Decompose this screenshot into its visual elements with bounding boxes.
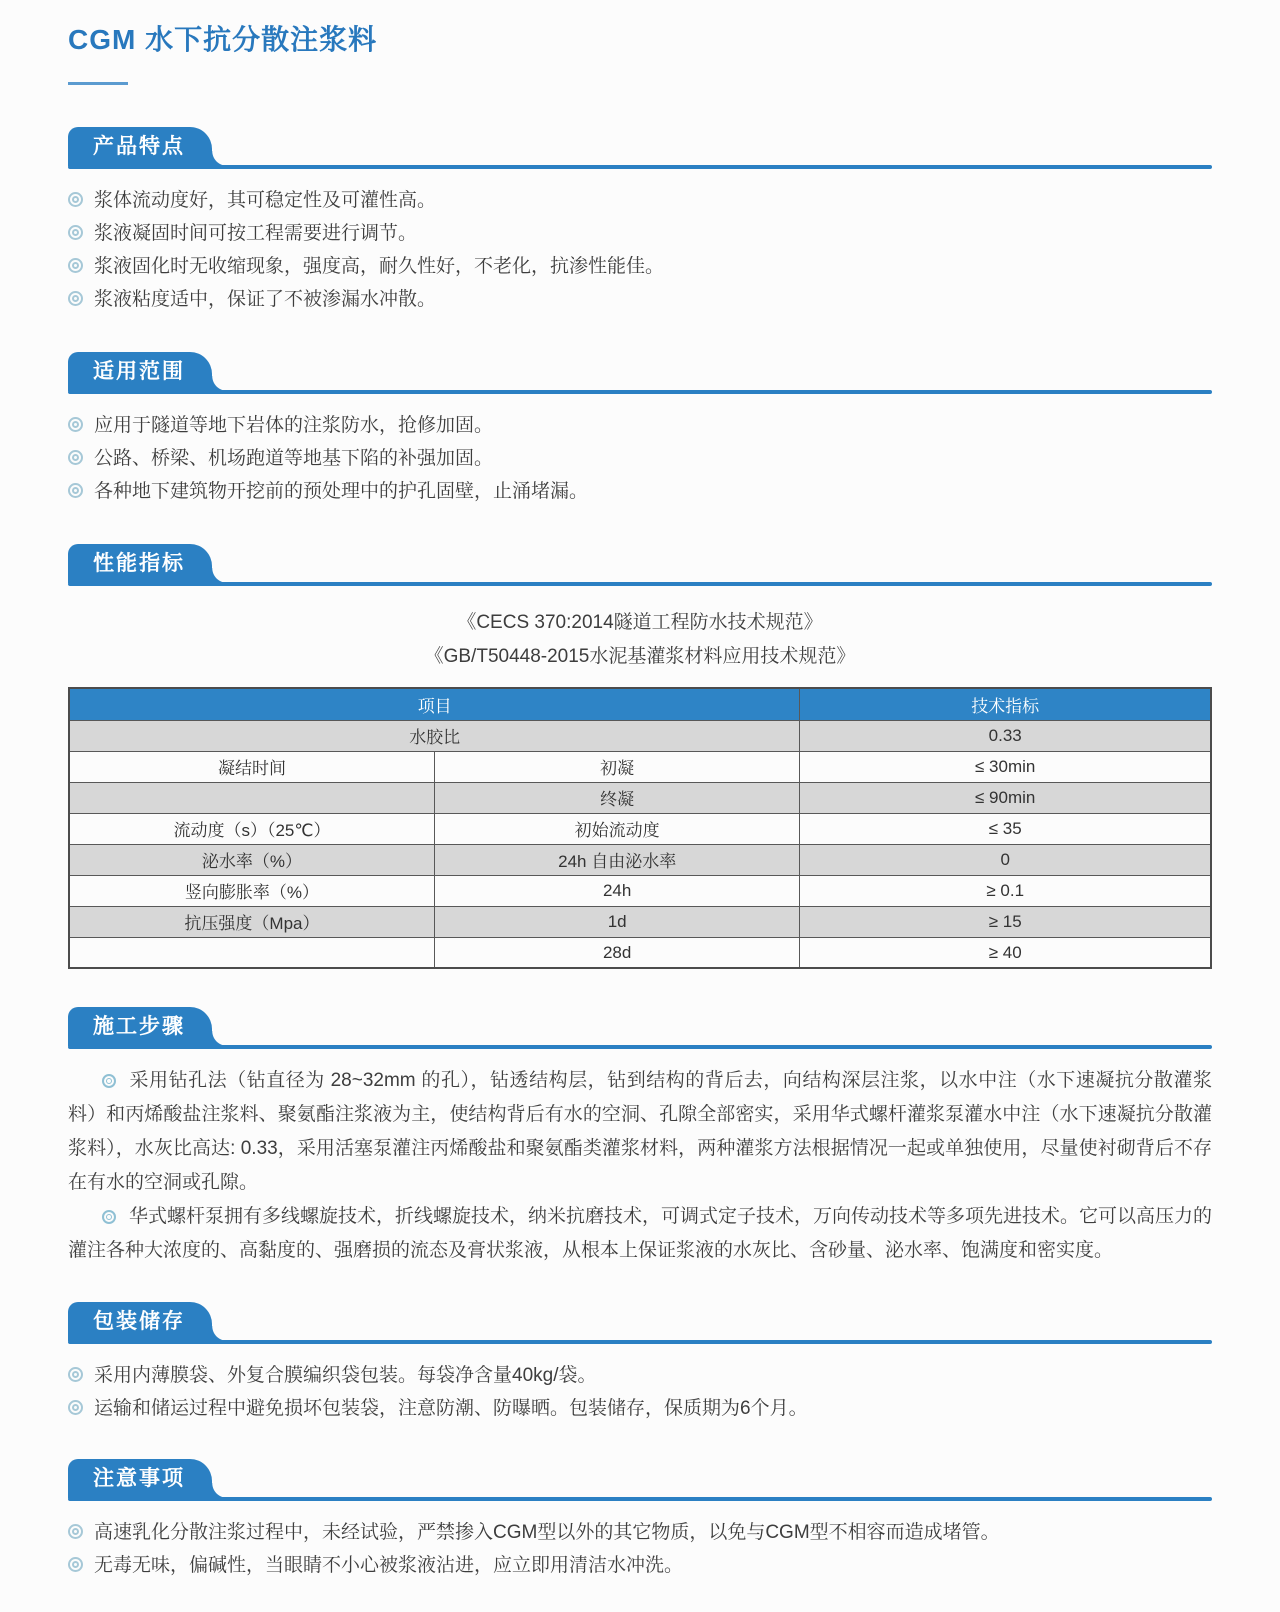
section-rule <box>68 582 1212 586</box>
section-tab-features: 产品特点 <box>68 127 212 166</box>
performance-table <box>68 687 1212 969</box>
list-item <box>68 283 1212 316</box>
packaging-text: 运输和储运过程中避免损坏包装袋，注意防潮、防曝晒。包装储存，保质期为6个月。 <box>94 1398 808 1420</box>
table-cell: 泌水率（%） <box>69 844 434 875</box>
scope-text: 公路、桥梁、机场跑道等地基下陷的补强加固。 <box>94 448 494 470</box>
standards-line: 《CECS 370:2014隧道工程防水技术规范》 <box>457 612 823 634</box>
list-item <box>68 184 1212 217</box>
table-cell: 水胶比 <box>69 720 800 751</box>
table-cell: 0.33 <box>800 720 1211 751</box>
list-item <box>68 1549 1212 1582</box>
feature-text: 浆液凝固时间可按工程需要进行调节。 <box>94 223 418 245</box>
section-header <box>68 1457 1212 1501</box>
ring-bullet-icon <box>68 450 83 465</box>
list-item <box>68 442 1212 475</box>
section-tab-packaging: 包装储存 <box>68 1302 212 1341</box>
title-underline <box>68 82 128 85</box>
section-header <box>68 125 1212 169</box>
section-packaging <box>68 1300 1212 1425</box>
table-row <box>69 720 1211 751</box>
section-rule <box>68 390 1212 394</box>
table-cell: 竖向膨胀率（%） <box>69 875 434 906</box>
table-cell <box>69 937 434 968</box>
ring-bullet-icon <box>102 1210 116 1224</box>
precaution-text: 无毒无味，偏碱性，当眼睛不小心被浆液沾进，应立即用清洁水冲洗。 <box>94 1555 684 1577</box>
ring-bullet-icon <box>68 417 83 432</box>
precautions-list <box>68 1516 1212 1582</box>
section-precautions <box>68 1457 1212 1582</box>
ring-bullet-icon <box>68 192 83 207</box>
table-cell: 流动度（s）（25℃） <box>69 813 434 844</box>
list-item <box>68 475 1212 508</box>
table-row <box>69 844 1211 875</box>
ring-bullet-icon <box>68 483 83 498</box>
packaging-text: 采用内薄膜袋、外复合膜编织袋包装。每袋净含量40kg/袋。 <box>94 1365 597 1387</box>
ring-bullet-icon <box>68 225 83 240</box>
table-cell: ≤ 90min <box>800 782 1211 813</box>
table-cell: ≥ 0.1 <box>800 875 1211 906</box>
section-header <box>68 1300 1212 1344</box>
section-header <box>68 1005 1212 1049</box>
feature-text: 浆液粘度适中，保证了不被渗漏水冲散。 <box>94 289 437 311</box>
table-cell: ≤ 30min <box>800 751 1211 782</box>
ring-bullet-icon <box>68 291 83 306</box>
section-rule <box>68 1497 1212 1501</box>
table-header-row <box>69 688 1211 720</box>
scope-text: 应用于隧道等地下岩体的注浆防水，抢修加固。 <box>94 415 494 437</box>
ring-bullet-icon <box>68 1400 83 1415</box>
table-cell: 初始流动度 <box>434 813 799 844</box>
table-cell: ≥ 40 <box>800 937 1211 968</box>
table-row <box>69 751 1211 782</box>
table-cell: 1d <box>434 906 799 937</box>
packaging-list <box>68 1359 1212 1425</box>
table-header-cell: 项目 <box>69 688 800 720</box>
feature-text: 浆液固化时无收缩现象，强度高，耐久性好，不老化，抗渗性能佳。 <box>94 256 665 278</box>
table-row <box>69 813 1211 844</box>
table-cell: 0 <box>800 844 1211 875</box>
table-cell: 初凝 <box>434 751 799 782</box>
section-tab-precautions: 注意事项 <box>68 1459 212 1498</box>
ring-bullet-icon <box>68 1524 83 1539</box>
precaution-text: 高速乳化分散注浆过程中，未经试验，严禁掺入CGM型以外的其它物质，以免与CGM型不相容而造成堵管。 <box>94 1522 1000 1544</box>
table-cell: 抗压强度（Mpa） <box>69 906 434 937</box>
table-cell: 24h 自由泌水率 <box>434 844 799 875</box>
construction-text: 采用钻孔法（钻直径为 28~32mm 的孔），钻透结构层，钻到结构的背后去，向结构深层注浆，以水中注（水下速凝抗分散灌浆料）和丙烯酸盐注浆料、聚氨酯注浆液为主，使结构背后有水的空洞、孔隙全部密实，采用华式螺杆灌浆泵灌水中注（水下速凝抗分散灌浆料），水灰比高达: 0.33，采用活塞泵灌注丙烯酸盐和聚氨酯类灌浆材料，两种灌浆方法根据情况一起或单独使用，尽量使衬砌背后不存在有水的空洞或孔隙。 <box>68 1070 1212 1194</box>
table-cell <box>69 782 434 813</box>
ring-bullet-icon <box>102 1074 116 1088</box>
section-rule <box>68 1045 1212 1049</box>
list-item <box>68 1392 1212 1425</box>
standards-line: 《GB/T50448-2015水泥基灌浆材料应用技术规范》 <box>424 646 856 668</box>
feature-text: 浆体流动度好，其可稳定性及可灌性高。 <box>94 190 437 212</box>
table-cell: 终凝 <box>434 782 799 813</box>
construction-paragraph <box>68 1200 1212 1268</box>
section-rule <box>68 1340 1212 1344</box>
ring-bullet-icon <box>68 1557 83 1572</box>
list-item <box>68 1359 1212 1392</box>
list-item <box>68 409 1212 442</box>
table-row <box>69 906 1211 937</box>
section-header <box>68 350 1212 394</box>
section-tab-scope: 适用范围 <box>68 352 212 391</box>
table-cell: 凝结时间 <box>69 751 434 782</box>
table-cell: 24h <box>434 875 799 906</box>
scope-list <box>68 409 1212 508</box>
section-tab-performance: 性能指标 <box>68 544 212 583</box>
section-features <box>68 125 1212 316</box>
table-cell: ≤ 35 <box>800 813 1211 844</box>
construction-paragraph <box>68 1064 1212 1200</box>
construction-text: 华式螺杆泵拥有多线螺旋技术，折线螺旋技术，纳米抗磨技术，可调式定子技术，万向传动技术等多项先进技术。它可以高压力的灌注各种大浓度的、高黏度的、强磨损的流态及膏状浆液，从根本上保证浆液的水灰比、含砂量、泌水率、饱满度和密实度。 <box>68 1206 1213 1262</box>
table-header-cell: 技术指标 <box>800 688 1211 720</box>
table-cell: ≥ 15 <box>800 906 1211 937</box>
list-item <box>68 250 1212 283</box>
list-item <box>68 217 1212 250</box>
section-header <box>68 542 1212 586</box>
section-construction <box>68 1005 1212 1268</box>
section-scope <box>68 350 1212 508</box>
features-list <box>68 184 1212 316</box>
ring-bullet-icon <box>68 258 83 273</box>
standards-block <box>68 606 1212 674</box>
table-row <box>69 937 1211 968</box>
page-title: CGM 水下抗分散注浆料 <box>68 24 378 55</box>
ring-bullet-icon <box>68 1367 83 1382</box>
table-row <box>69 782 1211 813</box>
section-rule <box>68 165 1212 169</box>
scope-text: 各种地下建筑物开挖前的预处理中的护孔固壁，止涌堵漏。 <box>94 481 589 503</box>
section-performance <box>68 542 1212 969</box>
list-item <box>68 1516 1212 1549</box>
table-row <box>69 875 1211 906</box>
section-tab-construction: 施工步骤 <box>68 1007 212 1046</box>
table-cell: 28d <box>434 937 799 968</box>
